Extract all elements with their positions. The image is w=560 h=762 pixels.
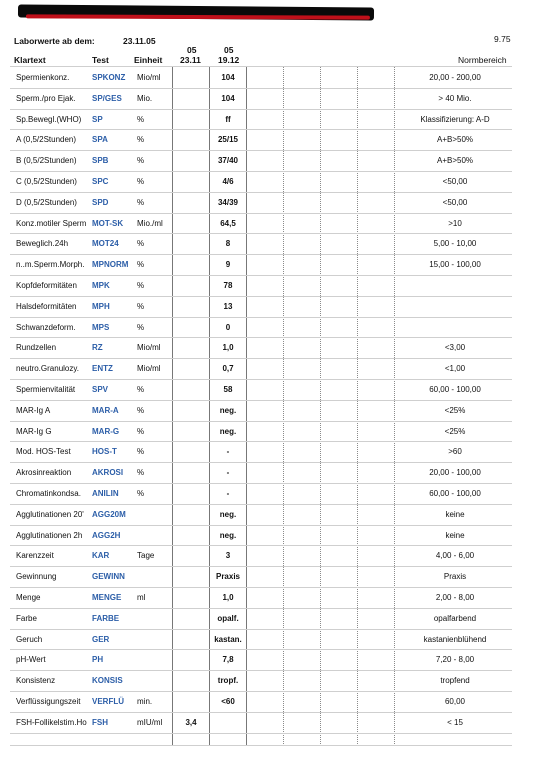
col-date2-year: 05: [224, 45, 234, 55]
unit: %: [137, 135, 145, 145]
value-19-12: 25/15: [217, 135, 239, 145]
test-code: ENTZ: [92, 364, 113, 374]
value-19-12: tropf.: [217, 676, 239, 686]
reference-range: keine: [445, 509, 465, 519]
table-row: [0, 171, 560, 192]
table-row: [0, 566, 560, 587]
value-19-12: 104: [221, 73, 235, 82]
value-19-12: -: [226, 468, 230, 478]
test-code: GEWINN: [92, 572, 125, 582]
test-code: SPB: [92, 156, 109, 166]
table-row: [0, 608, 560, 629]
row-label: D (0,5/2Stunden): [16, 197, 77, 207]
reference-range: <1,00: [444, 364, 466, 374]
row-rule: [10, 733, 512, 734]
row-label: Mod. HOS-Test: [16, 447, 71, 457]
row-label: Konz.motiler Sperm: [16, 218, 87, 228]
unit: %: [137, 301, 145, 311]
row-label: A (0,5/2Stunden): [16, 135, 77, 145]
row-label: Agglutinationen 20': [16, 509, 84, 519]
row-label: Agglutinationen 2h: [16, 530, 83, 540]
test-code: MAR-A: [92, 405, 119, 415]
value-19-12: kastan.: [214, 634, 242, 644]
unit: %: [137, 177, 145, 186]
test-code: MPS: [92, 322, 110, 332]
test-code: AKROSI: [92, 468, 124, 478]
value-19-12: neg.: [219, 530, 237, 540]
unit: %: [137, 489, 145, 498]
table-row: [0, 400, 560, 421]
test-code: KAR: [92, 551, 110, 561]
table-row: [0, 150, 560, 171]
test-code: MENGE: [92, 593, 122, 602]
table-row: [0, 421, 560, 442]
col-date1-year: 05: [187, 45, 197, 55]
col-test: Test: [92, 55, 109, 65]
unit: %: [137, 281, 145, 290]
unit: %: [137, 426, 145, 436]
value-19-12: neg.: [219, 405, 237, 415]
table-row: [0, 649, 560, 670]
reference-range: 60,00 - 100,00: [429, 385, 481, 394]
unit: %: [137, 322, 145, 332]
unit: %: [137, 260, 145, 270]
test-code: AGG20M: [92, 509, 126, 519]
value-23-11: 3,4: [185, 717, 197, 727]
test-code: RZ: [92, 343, 103, 353]
table-row: [0, 129, 560, 150]
unit: Mio/ml: [137, 343, 161, 353]
row-label: Kopfdeformitäten: [16, 281, 77, 290]
value-19-12: Praxis: [215, 572, 241, 582]
row-label: MAR-Ig G: [16, 426, 52, 436]
row-label: Chromatinkondsa.: [16, 489, 81, 498]
value-19-12: 3: [225, 551, 231, 561]
row-label: Verflüssigungszeit: [16, 697, 81, 706]
value-19-12: 1,0: [222, 343, 234, 353]
reference-range: >60: [448, 447, 462, 457]
test-code: KONSIS: [92, 676, 123, 686]
test-code: AGG2H: [92, 530, 121, 540]
col-date2: 19.12: [218, 55, 240, 65]
value-19-12: 64,5: [220, 218, 236, 228]
test-code: HOS-T: [92, 447, 117, 457]
row-label: Rundzellen: [16, 343, 57, 353]
value-19-12: neg.: [219, 509, 237, 519]
reference-range: 15,00 - 100,00: [429, 260, 481, 270]
table-row: [0, 629, 560, 650]
reference-range: tropfend: [440, 676, 470, 686]
row-label: FSH-Follikelstim.Ho: [16, 717, 87, 727]
test-code: MPNORM: [92, 260, 129, 270]
table-row: [0, 88, 560, 109]
table-row: [0, 525, 560, 546]
value-19-12: 0,7: [222, 364, 234, 374]
row-label: pH-Wert: [16, 655, 46, 665]
table-row: [0, 254, 560, 275]
row-label: Halsdeformitäten: [16, 301, 77, 311]
row-label: Sp.Bewegl.(WHO): [16, 114, 82, 124]
test-code: FSH: [92, 717, 108, 727]
row-label: Farbe: [16, 613, 37, 623]
value-19-12: 7,8: [222, 655, 234, 665]
table-row: [0, 213, 560, 234]
reference-range: < 15: [447, 717, 463, 727]
reference-range: 2,00 - 8,00: [435, 593, 475, 602]
test-code: GER: [92, 634, 110, 644]
unit: Mio./ml: [137, 218, 163, 228]
row-label: C (0,5/2Stunden): [16, 177, 77, 186]
page-number: 9.75: [494, 34, 511, 44]
row-label: MAR-Ig A: [16, 405, 51, 415]
unit: %: [137, 385, 145, 394]
table-row: [0, 317, 560, 338]
reference-range: >10: [448, 218, 462, 228]
row-label: Spermienkonz.: [16, 73, 70, 82]
row-label: Karenzzeit: [16, 551, 54, 561]
test-code: SPA: [92, 135, 108, 145]
test-code: FARBE: [92, 613, 120, 623]
col-normbereich: Normbereich: [458, 55, 507, 65]
row-label: Spermienvitalität: [16, 385, 76, 394]
value-19-12: 104: [221, 93, 235, 103]
test-code: PH: [92, 655, 104, 665]
reference-range: keine: [445, 530, 465, 540]
reference-range: 60,00 - 100,00: [429, 489, 481, 498]
value-19-12: 9: [225, 260, 231, 270]
table-row: [0, 441, 560, 462]
unit: mIU/ml: [137, 717, 163, 727]
col-klartext: Klartext: [14, 55, 46, 65]
value-19-12: 1,0: [222, 593, 234, 602]
table-row: [0, 67, 560, 88]
reference-range: kastanienblühend: [423, 634, 487, 644]
unit: ml: [137, 593, 146, 602]
unit: Mio/ml: [137, 73, 161, 82]
reference-range: 4,00 - 6,00: [435, 551, 475, 561]
value-19-12: -: [226, 489, 230, 498]
unit: Mio.: [137, 93, 153, 103]
reference-range: > 40 Mio.: [438, 93, 472, 103]
reference-range: 5,00 - 10,00: [433, 239, 477, 249]
table-row: [0, 296, 560, 317]
reference-range: A+B>50%: [436, 156, 474, 166]
col-einheit: Einheit: [134, 55, 163, 65]
table-row: [0, 712, 560, 733]
row-label: Menge: [16, 593, 41, 602]
unit: %: [137, 156, 145, 166]
row-label: Akrosinreaktion: [16, 468, 72, 478]
table-row: [0, 358, 560, 379]
unit: %: [137, 468, 145, 478]
reference-range: <25%: [444, 405, 466, 415]
reference-range: <50,00: [442, 197, 468, 207]
table-row: [0, 275, 560, 296]
reference-range: <25%: [444, 426, 466, 436]
test-code: MPH: [92, 301, 110, 311]
table-row: [0, 587, 560, 608]
row-label: n..m.Sperm.Morph.: [16, 260, 85, 270]
row-label: Geruch: [16, 634, 43, 644]
test-code: SP/GES: [92, 93, 122, 103]
test-code: MOT-SK: [92, 218, 124, 228]
test-code: VERFLÜ: [92, 697, 124, 706]
unit: min.: [137, 697, 153, 706]
table-row: [0, 233, 560, 254]
test-code: SP: [92, 114, 103, 124]
unit: %: [137, 405, 145, 415]
reference-range: 7,20 - 8,00: [435, 655, 475, 665]
table-row: [0, 691, 560, 712]
test-code: SPC: [92, 177, 109, 186]
value-19-12: opalf.: [217, 613, 239, 623]
reference-range: A+B>50%: [436, 135, 474, 145]
reference-range: opalfarbend: [433, 613, 477, 623]
value-19-12: 13: [223, 301, 233, 311]
reference-range: 20,00 - 100,00: [429, 468, 481, 478]
test-code: SPD: [92, 197, 109, 207]
labor-label: Laborwerte ab dem:: [14, 36, 95, 46]
table-row: [0, 545, 560, 566]
unit: Mio/ml: [137, 364, 161, 374]
reference-range: Praxis: [443, 572, 467, 582]
table-row: [0, 670, 560, 691]
table-row: [0, 337, 560, 358]
table-row: [0, 379, 560, 400]
table-row: [0, 109, 560, 130]
value-19-12: 58: [223, 385, 233, 394]
test-code: ANILIN: [92, 489, 119, 498]
unit: Tage: [137, 551, 155, 561]
value-19-12: 34/39: [217, 197, 239, 207]
reference-range: 20,00 - 200,00: [429, 73, 481, 82]
reference-range: <50,00: [442, 177, 468, 186]
value-19-12: 0: [225, 322, 231, 332]
unit: %: [137, 114, 145, 124]
row-label: Konsistenz: [16, 676, 56, 686]
row-label: B (0,5/2Stunden): [16, 156, 77, 166]
value-19-12: 37/40: [217, 156, 239, 166]
test-code: SPV: [92, 385, 109, 394]
test-code: MOT24: [92, 239, 119, 249]
col-date1: 23.11: [180, 55, 201, 65]
row-label: Sperm./pro Ejak.: [16, 93, 76, 103]
table-row: [0, 462, 560, 483]
value-19-12: <60: [221, 697, 235, 706]
value-19-12: 8: [225, 239, 231, 249]
row-label: neutro.Granulozy.: [16, 364, 79, 374]
unit: %: [137, 447, 145, 457]
value-19-12: 78: [223, 281, 233, 290]
reference-range: Klassifizierung: A-D: [420, 114, 490, 124]
value-19-12: neg.: [219, 426, 237, 436]
row-label: Beweglich.24h: [16, 239, 69, 249]
row-label: Schwanzdeform.: [16, 322, 76, 332]
footer-rule: [10, 745, 512, 746]
reference-range: <3,00: [444, 343, 466, 353]
unit: %: [137, 239, 145, 249]
reference-range: 60,00: [444, 697, 466, 706]
table-row: [0, 504, 560, 525]
test-code: MPK: [92, 281, 110, 290]
value-19-12: -: [226, 447, 230, 457]
table-row: [0, 192, 560, 213]
unit: %: [137, 197, 145, 207]
value-19-12: ff: [225, 114, 231, 124]
test-code: MAR-G: [92, 426, 120, 436]
row-label: Gewinnung: [16, 572, 57, 582]
table-row: [0, 483, 560, 504]
labor-date: 23.11.05: [123, 36, 156, 46]
test-code: SPKONZ: [92, 73, 126, 82]
value-19-12: 4/6: [222, 177, 234, 186]
